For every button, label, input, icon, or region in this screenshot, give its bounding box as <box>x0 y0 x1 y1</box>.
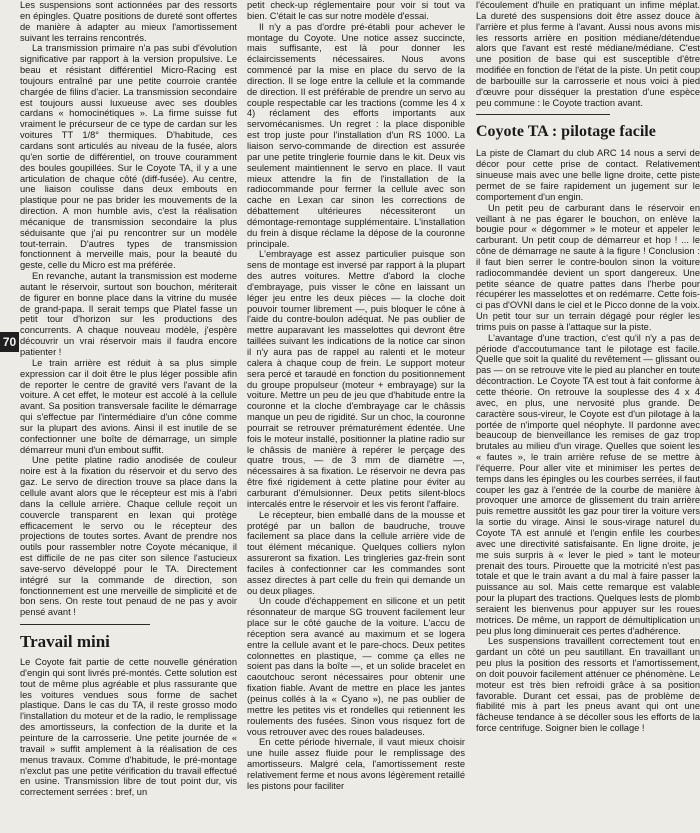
paragraph: L'embrayage est assez particulier puisque son sens de montage est inversé par rapport à la plupart des autres voitures. Mettre d'abord la cloche d'embrayage, puis visser le cône en laissant un léger jeu entre les deux pièces — la cloche doit pouvoir tourner librement —, puis bloquer le cône à l'aide du contre-boulon adéquat. Ne pas oublier de mettre auparavant les masselottes qui devront être taillées suivant les indications de la notice car sinon il n'y aura pas de rappel au ralenti et le moteur calera à chaque coup de frein. Le support moteur sera percé et taraudé en fonction du positionnement du groupe propulseur (moteur + embrayage) sur la voiture. Mettre un peu de jeu que d'habitude entre la couronne et la cloche d'embrayage car le châssis manque un peu de rigidité. Sur un choc, la couronne pourrait se retrouver prématurément édentée. Une fois le moteur installé, positionner la platine radio sur le châssis de manière à repérer le perçage des quatre trous, — de 3 mm de diamètre —, nécessaires à sa fixation. Le réservoir ne devra pas être fixé rigidement à cette platine pour éviter au carburant d'émulsionner. Deux petits silent-blocs intercalés entre le réservoir et les vis feront l'affaire. <box>247 249 465 509</box>
column-3 <box>476 0 700 833</box>
page-number-tab: 70 <box>0 332 19 352</box>
paragraph: En revanche, autant la transmission est moderne autant le réservoir, surtout son bouchon, mériterait de figurer en bonne place dans la vitrine du musée de grand-papa. Il serait temps que Platel fasse un petit tour d'horizon sur les productions des concurrents. A chaque nouveau modèle, j'espère découvrir un vrai réservoir mais il faudra encore patienter ! <box>20 271 237 357</box>
paragraph: En cette période hivernale, il vaut mieux choisir une huile assez fluide pour le remplissage des amortisseurs. Malgré cela, l'amortissement reste relativement ferme et nous avons légèrement retaillé les pistons pour faciliter <box>247 737 465 791</box>
paragraph: Le Coyote fait partie de cette nouvelle génération d'engin qui sont livrés pré-montés. Cette solution est tout de même plus agréable et plus rassurante que les voitures vendues sous forme de sachet plastique. Dans le cas du TA, il reste grosso modo l'installation du moteur et de la radio, le remplissage des amortisseurs, la confection de la durite et la peinture de la carrosserie. Une petite journée de « travail » suffit amplement à la réalisation de ces menus travaux. Comme d'habitude, le pré-montage n'exclut pas une petite vérification du travail effectué en usine. Transmission libre de tout point dur, vis correctement serrées : bref, un <box>20 657 237 798</box>
column-1 <box>20 0 237 833</box>
section-heading-travail-mini: Travail mini <box>20 632 110 652</box>
paragraph: Un petit peu de carburant dans le réservoir en veillant à ne pas égarer le bouchon, on enlève la bougie pour « dégommer » le moteur et appeler le carburant. Un petit coup de démarreur et hop ! ... le cône de démarrage ne saute à la figure ! Conclusion : il faut bien serrer le contre-boulon sinon la voiture radiocommandée devient un sport dangereux. Une petite séance de quatre pattes dans l'herbe pour récupérer les masselottes et on redémarre. Cette fois-ci pas d'OVNI dans le ciel et le Picco donne de la voix. Un petit tour sur un terrain dégagé pour régler les trims puis on passe à l'attaque sur la piste. <box>476 202 700 332</box>
section-heading-coyote-ta: Coyote TA : pilotage facile <box>476 123 656 141</box>
paragraph: Le train arrière est réduit à sa plus simple expression car il doit être le plus léger possible afin de reporter le centre de gravité vers l'avant de la voiture. A cet effet, le moteur est accolé à la cellule avant. Sa position transversale facilite le démarrage qui s'effectue par l'intermédiaire d'un cône comme sur la plupart des avions. Ainsi il est inutile de se confectionner une boîte de démarrage, un simple démarreur muni d'un embout suffit. <box>20 357 237 455</box>
paragraph: L'avantage d'une traction, c'est qu'il n'y a pas de période d'accoutumance tant le pilotage est facile. Quelle que soit la qualité du revêtement — glissant ou pas — on se retrouve vite le pied au plancher en toute décontraction. Le Coyote TA est tout à fait conforme à cette théorie. On retrouve la souplesse des 4 x 4 avec, en plus, une nervosité plus grande. De caractère sous-vireur, le Coyote est d'un pilotage à la portée de n'importe quel néophyte. Il pardonne avec beaucoup de bienveillance les remises de gaz trop brutales au milieu d'un virage. Quelles que soient les « fautes », le train arrière refuse de se mettre à l'équerre. Pour aller vite et minimiser les pertes de temps dans les épingles ou les courbes serrées, il faut couper les gaz à l'entrée de la courbe de manière à provoquer une amorce de glissement du train arrière puis remettre aussitôt les gaz pour tirer la voiture vers la sortie du virage. Ainsi le sous-virage naturel du Coyote TA est annulé et l'engin enfile les courbes avec une directivité satisfaisante. En ligne droite, je me suis surpris à « lever le pied » tant le moteur prenait des tours. Pirouette que la motricité n'est pas totale et que le train avant a du mal à faire passer la puissance au sol. Mais cette remarque est valable pour la plupart des tractions. Quelques lests de plomb seraient les bienvenus pour appuyer sur les roues motrices. De même, un rapport de démultiplication un peu plus long diminuerait ces pertes d'adhérence. <box>476 332 700 636</box>
paragraph: Les suspensions sont actionnées par des ressorts en épingles. Quatre positions de dureté sont offertes de manière à adapter au mieux l'amortissement suivant les terrains rencontrés. <box>20 0 237 43</box>
section-rule <box>20 624 150 625</box>
paragraph: Le récepteur, bien emballé dans de la mousse et protégé par un ballon de baudruche, trouve facilement sa place dans la cellule arrière vide de tout élément mécanique. Quelques colliers nylon assureront sa fixation. Les tringleries gaz-frein sont faciles à confectionner car les commandes sont assez directes à part celle du frein qui demande un ou deux pliages. <box>247 509 465 596</box>
column-2 <box>247 0 465 833</box>
paragraph: l'écoulement d'huile en pratiquant un infime méplat. La dureté des suspensions doit être assez douce à l'arrière et plus ferme à l'avant. Aussi nous avons mis les ressorts arrière en position médiane/détendue alors que l'avant est resté médiane/médiane. C'est une position de base qui est susceptible d'être modifiée en fonction de l'état de la piste. Un petit coup de barbouille sur la carrosserie et nous voici à pied d'œuvre pour disséquer la prestation d'une espèce peu commune : le Coyote traction avant. <box>476 0 700 108</box>
paragraph: petit check-up réglementaire pour voir si tout va bien. C'était le cas sur notre modèle d'essai. <box>247 0 465 21</box>
paragraph: Un coude d'échappement en silicone et un petit résonnateur de marque SG trouvent facilement leur place sur le côté gauche de la voiture. L'accu de réception sera avancé au maximum et se logera entre la cellule avant et le pare-chocs. Deux petites colonnettes en plastique, — comme ça elles ne soient pas dans la boîte —, et un solide bracelet en caoutchouc seront nécessaires pour obtenir une fixation fiable. Avant de mettre en place les jantes (peinus collés à la « Cyano »), ne pas oublier de mettre les petites vis et rondelles qui retiennent les roulements des fusées. Sinon vous risquez fort de vous retrouver avec des roues baladeuses. <box>247 596 465 737</box>
paragraph: Une petite platine radio anodisée de couleur noire est à la fixation du réservoir et du servo des gaz. Le servo de direction trouve sa place dans la cellule avant alors que le récepteur est mis à l'abri dans la cellule arrière. Chaque cellule reçoit un couvercle transparent en lexan qui protège efficacement le servo ou le récepteur des projections de toutes sortes. Avant de prendre nos outils pour rassembler notre Coyote mécanique, il est difficile de ne pas citer son silence l'astucieux save-servo développé pour le TA. Directement intégré sur la commande de direction, son fonctionnement est une merveille de simplicité et de bon sens. On reste tout penaud de ne pas y avoir pensé avant ! <box>20 455 237 618</box>
paragraph: La transmission primaire n'a pas subi d'évolution significative par rapport à la version propulsive. Le beau et résistant différentiel Micro-Racing est toujours entraîné par une petite courroie crantée chargée de filins d'acier. La transmission secondaire est toujours aussi luxueuse avec ses doubles cardans « homocinétiques ». La firme suisse fut vraiment le précurseur de ce type de cardan sur les voitures TT 1/8° thermiques. D'habitude, ces cardans sont articulés au niveau de la fusée, alors qu'en sortie de différentiel, on trouve couramment des boules goupillées. Sur le Coyote TA, il y a une articulation de chaque côté (diff-fusée). Au centre, une liaison coulisse dans deux embouts en plastique pour ne pas brider les mouvements de la direction. A mon humble avis, c'est la réalisation mécanique de transmission secondaire la plus séduisante que j'ai pu rencontrer sur un modèle tout-terrain. D'autres types de transmission fonctionnent à merveille mais, pour la beauté du geste, celle du Micro est ma préférée. <box>20 43 237 271</box>
section-rule <box>476 114 610 115</box>
paragraph: Il n'y a pas d'ordre pré-établi pour achever le montage du Coyote. Une notice assez succincte, mais suffisante, est là pour donner les éclaircissements nécessaires. Nous avons commencé par la mise en place du servo de la direction. Il se loge entre la cellule et la commande de direction. Il est préférable de prendre un servo au couple respectable car les tractions (comme les 4 x 4) réclament des efforts importants aux servomécanismes. Un regret : la place disponible est trop juste pour l'installation d'un RS 1000. La liaison servo-commande de direction est assurée par une petite tringlerie fournie dans le kit. Deux vis seulement maintiennent le servo en place. Il vaut mieux attendre la fin de l'installation de la radiocommande pour fermer la cellule avec son cache en Lexan car sinon les corrections de débattement ultérieures nécessiteront un démontage-remontage supplémentaire. L'installation du frein à disque réclame la dépose de la couronne principale. <box>247 21 465 249</box>
paragraph: Les suspensions travaillent correctement tout en gardant un côté un peu sautillant. En travaillant un peu plus la position des ressorts et l'amortissement, on doit pouvoir facilement atténuer ce phénomène. Le moteur est très bien refroidi grâce à sa position favorable. Durant cet essai, pas de problème de fiabilité mis à part les pneus avant qui ont une fâcheuse tendance à se décoller sous les efforts de la force centrifuge. Soigner bien le collage ! <box>476 636 700 734</box>
paragraph: La piste de Clamart du club ARC 14 nous a servi de décor pour cette prise de contact. Relativement sinueuse mais avec une belle ligne droite, cette piste permet de se faire rapidement un jugement sur le comportement d'un engin. <box>476 148 700 202</box>
